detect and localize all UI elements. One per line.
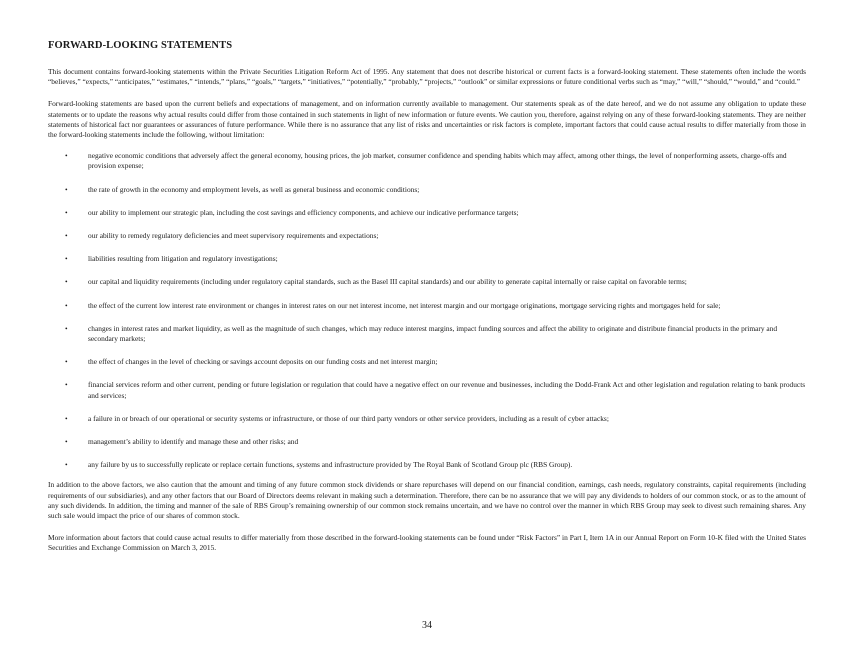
list-item-text: changes in interest rates and market liquidity, as well as the magnitude of such changes, which may reduce interest margins, impact funding sources and affect the ability to originate and distribute financial products in the primary and secondary markets; <box>88 323 778 344</box>
list-item-text: liabilities resulting from litigation and regulatory investigations; <box>88 254 278 264</box>
list-item <box>48 151 806 171</box>
list-item-text: any failure by us to successfully replicate or replace certain functions, systems and infrastructure provided by The Royal Bank of Scotland Group plc (RBS Group). <box>88 460 573 470</box>
list-item <box>48 254 806 264</box>
bullet-icon: • <box>65 151 68 161</box>
list-item <box>48 414 806 424</box>
list-item-text: our capital and liquidity requirements (including under regulatory capital standards, such as the Basel III capital standards) and our ability to generate capital internally or raise capital on favorable terms; <box>88 277 687 287</box>
list-item <box>48 437 806 447</box>
bullet-icon: • <box>65 413 68 423</box>
intro-paragraph: This document contains forward-looking statements within the Private Securities Litigation Reform Act of 1995. Any statement that does not describe historical or current facts is a forward-looking statement. These statements often include the words “believes,” “expects,” “anticipates,” “estimates,” “intends,” “plans,” “goals,” “targets,” “initiatives,” “potentially,” “probably,” “projects,” “outlook” or similar expressions or future conditional verbs such as “may,” “will,” “should,” “would,” and “could.” <box>48 67 806 87</box>
list-item-text: the effect of changes in the level of checking or savings account deposits on our funding costs and net interest margin; <box>88 357 438 367</box>
bullet-icon: • <box>65 277 68 287</box>
list-item-text: negative economic conditions that adversely affect the general economy, housing prices, the job market, consumer confidence and spending habits which may affect, among other things, the level of nonperforming assets, charge-offs and provision expense; <box>88 151 787 171</box>
list-item <box>48 208 806 218</box>
list-item <box>48 324 806 344</box>
list-item <box>48 231 806 241</box>
list-item <box>48 460 806 470</box>
risk-factor-list <box>48 151 806 470</box>
list-item <box>48 301 806 311</box>
bullet-icon: • <box>65 254 68 264</box>
bullet-icon: • <box>65 380 68 390</box>
bullet-icon: • <box>65 231 68 241</box>
document-page <box>48 40 806 566</box>
more-information-paragraph: More information about factors that could cause actual results to differ materially from those described in the forward-looking statements can be found under “Risk Factors” in Part I, Item 1A in our Annual Report on Form 10-K filed with the United States Securities and Exchange Commission on March 3, 2015. <box>48 533 806 553</box>
page-number: 34 <box>422 620 432 631</box>
list-item <box>48 185 806 195</box>
bullet-icon: • <box>65 460 68 470</box>
bullet-icon: • <box>65 323 68 333</box>
factors-intro-paragraph: Forward-looking statements are based upon the current beliefs and expectations of management, and on information currently available to management. Our statements speak as of the date hereof, and we do not assume any obligation to update these statements or to update the reasons why actual results could differ from those contained in such statements in light of new information or future events. We caution you, therefore, against relying on any of these forward-looking statements. They are neither statements of historical fact nor guarantees or assurances of future performance. While there is no assurance that any list of risks and uncertainties or risk factors is complete, important factors that could cause actual results to differ materially from those in the forward-looking statements include the following, without limitation: <box>48 99 806 140</box>
list-item-text: the effect of the current low interest rate environment or changes in interest rates on our net interest income, net interest margin and our mortgage originations, mortgage servicing rights and mortgages held for sale; <box>88 300 721 310</box>
bullet-icon: • <box>65 357 68 367</box>
list-item-text: our ability to implement our strategic plan, including the cost savings and efficiency components, and achieve our indicative performance targets; <box>88 207 519 217</box>
list-item <box>48 357 806 367</box>
list-item-text: financial services reform and other current, pending or future legislation or regulation that could have a negative effect on our revenue and businesses, including the Dodd-Frank Act and other legislation and regulation relating to bank products and services; <box>88 380 806 400</box>
section-heading: FORWARD-LOOKING STATEMENTS <box>48 40 233 51</box>
list-item <box>48 277 806 287</box>
bullet-icon: • <box>65 437 68 447</box>
list-item <box>48 380 806 400</box>
bullet-icon: • <box>65 184 68 194</box>
list-item-text: the rate of growth in the economy and employment levels, as well as general business and economic conditions; <box>88 184 420 194</box>
bullet-icon: • <box>65 207 68 217</box>
list-item-text: a failure in or breach of our operational or security systems or infrastructure, or those of our third party vendors or other service providers, including as a result of cyber attacks; <box>88 413 609 423</box>
bullet-icon: • <box>65 300 68 310</box>
list-item-text: management’s ability to identify and manage these and other risks; and <box>88 437 299 447</box>
dividends-paragraph: In addition to the above factors, we also caution that the amount and timing of any future common stock dividends or share repurchases will depend on our financial condition, earnings, cash needs, regulatory constraints, capital requirements (including requirements of our subsidiaries), and any other factors that our Board of Directors deems relevant in making such a determination. Therefore, there can be no assurance that we will pay any dividends to holders of our common stock, or as to the amount of any such dividends. In addition, the timing and manner of the sale of RBS Group’s remaining ownership of our common stock remains uncertain, and we have no control over the manner in which RBS Group may seek to divest such remaining shares. Any such sale would impact the price of our shares of common stock. <box>48 480 806 521</box>
list-item-text: our ability to remedy regulatory deficiencies and meet supervisory requirements and expectations; <box>88 231 379 241</box>
